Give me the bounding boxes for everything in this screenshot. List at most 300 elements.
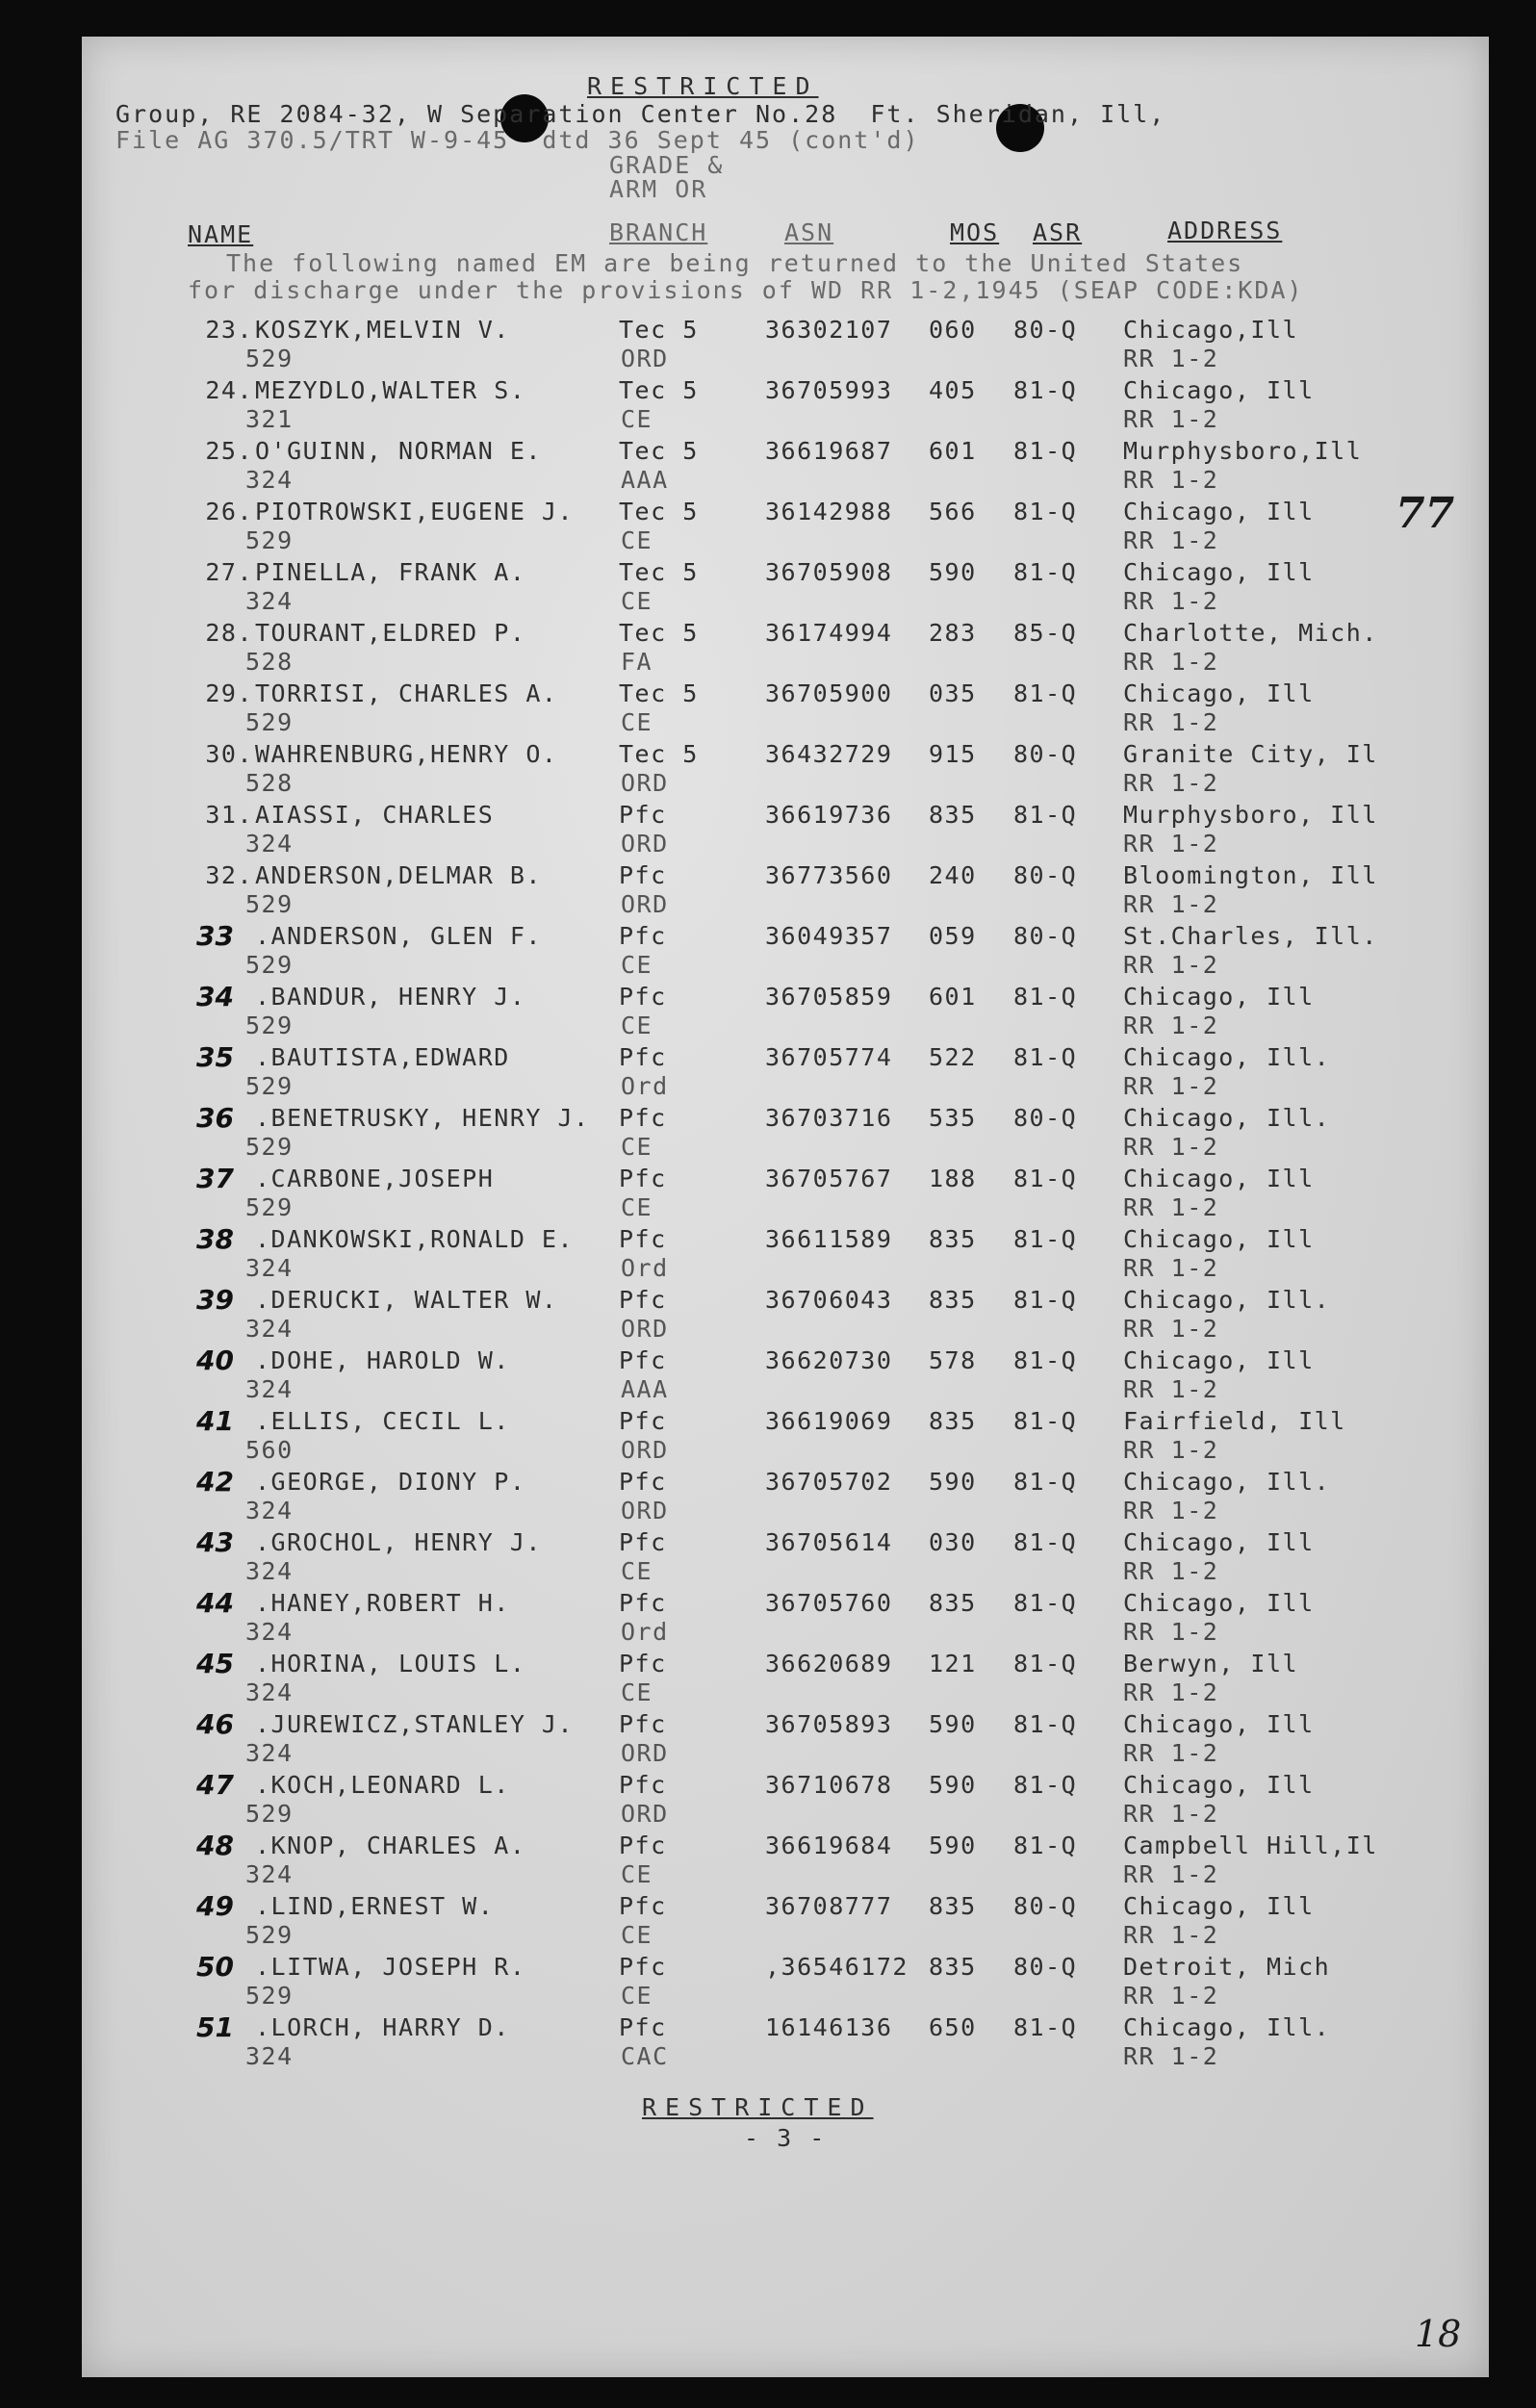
serial-number: 36620730: [765, 1346, 893, 1374]
asr-code: 81-Q: [1013, 1832, 1078, 1859]
grade: Pfc: [619, 1710, 667, 1738]
serial-number: 36049357: [765, 922, 893, 950]
address: Chicago, Ill: [1123, 679, 1315, 707]
mos-code: 835: [929, 801, 977, 829]
serial-number: 36710678: [765, 1771, 893, 1799]
code-number: 324: [245, 1739, 294, 1767]
handwritten-row-number: 37: [196, 1163, 234, 1194]
grade: Pfc: [619, 1043, 667, 1071]
address: Chicago, Ill: [1123, 558, 1315, 586]
mos-code: 835: [929, 1953, 977, 1981]
address: Chicago, Ill: [1123, 1710, 1315, 1738]
grade: Pfc: [619, 801, 667, 829]
roster-row: [82, 740, 1489, 801]
serial-number: 36705893: [765, 1710, 893, 1738]
mos-code: 835: [929, 1892, 977, 1920]
address: Detroit, Mich: [1123, 1953, 1331, 1981]
address: Murphysboro, Ill: [1123, 801, 1378, 829]
asr-code: 81-Q: [1013, 498, 1078, 525]
code-number: 529: [245, 345, 294, 372]
address: Charlotte, Mich.: [1123, 619, 1378, 647]
row-number: 32.: [205, 861, 253, 889]
roster-row: [82, 1346, 1489, 1407]
asr-code: 81-Q: [1013, 2013, 1078, 2041]
document-page: [82, 37, 1489, 2377]
serial-number: 36619069: [765, 1407, 893, 1435]
address: Granite City, Il: [1123, 740, 1378, 768]
regulation-reference: RR 1-2: [1123, 769, 1219, 797]
regulation-reference: RR 1-2: [1123, 1982, 1219, 2010]
grade: Pfc: [619, 1468, 667, 1496]
asr-code: 81-Q: [1013, 1346, 1078, 1374]
address: St.Charles, Ill.: [1123, 922, 1378, 950]
asr-code: 81-Q: [1013, 437, 1078, 465]
page-number: - 3 -: [744, 2124, 827, 2152]
serial-number: 36705908: [765, 558, 893, 586]
handwritten-row-number: 45: [196, 1648, 234, 1679]
mos-code: 835: [929, 1225, 977, 1253]
regulation-reference: RR 1-2: [1123, 1012, 1219, 1039]
soldier-name: PINELLA, FRANK A.: [255, 558, 526, 586]
roster-row: [82, 861, 1489, 922]
address: Chicago, Ill: [1123, 1589, 1315, 1617]
grade: Pfc: [619, 1650, 667, 1678]
grade: Pfc: [619, 1528, 667, 1556]
grade: Pfc: [619, 2013, 667, 2041]
classification-bottom: RESTRICTED: [642, 2093, 874, 2121]
asr-code: 81-Q: [1013, 558, 1078, 586]
branch: CE: [621, 1193, 653, 1221]
handwritten-row-number: 47: [196, 1769, 234, 1801]
asr-code: 80-Q: [1013, 740, 1078, 768]
address: Fairfield, Ill: [1123, 1407, 1346, 1435]
grade: Tec 5: [619, 316, 699, 344]
soldier-name: AIASSI, CHARLES: [255, 801, 495, 829]
handwritten-row-number: 40: [196, 1345, 234, 1376]
handwritten-row-number: 36: [196, 1102, 234, 1134]
regulation-reference: RR 1-2: [1123, 526, 1219, 554]
mos-code: 035: [929, 679, 977, 707]
handwritten-row-number: 49: [196, 1890, 234, 1922]
code-number: 324: [245, 1618, 294, 1646]
soldier-name: .KNOP, CHARLES A.: [255, 1832, 526, 1859]
soldier-name: .JUREWICZ,STANLEY J.: [255, 1710, 575, 1738]
serial-number: 36705767: [765, 1165, 893, 1192]
roster-row: [82, 1771, 1489, 1832]
roster-row: [82, 376, 1489, 437]
serial-number: ,36546172: [765, 1953, 909, 1981]
roster-row: [82, 2013, 1489, 2074]
branch: CE: [621, 1982, 653, 2010]
grade: Pfc: [619, 1589, 667, 1617]
address: Chicago, Ill.: [1123, 1104, 1331, 1132]
branch: ORD: [621, 1800, 669, 1828]
mos-code: 601: [929, 437, 977, 465]
branch: CE: [621, 405, 653, 433]
regulation-reference: RR 1-2: [1123, 2042, 1219, 2070]
address: Chicago, Ill: [1123, 1346, 1315, 1374]
mos-code: 535: [929, 1104, 977, 1132]
mos-code: 283: [929, 619, 977, 647]
address: Chicago, Ill: [1123, 1528, 1315, 1556]
col-heading-name: NAME: [188, 220, 254, 248]
col-heading-arm: ARM OR: [609, 175, 708, 203]
asr-code: 80-Q: [1013, 1892, 1078, 1920]
soldier-name: .ELLIS, CECIL L.: [255, 1407, 510, 1435]
soldier-name: MEZYDLO,WALTER S.: [255, 376, 526, 404]
asr-code: 81-Q: [1013, 1528, 1078, 1556]
col-heading-mos: MOS: [950, 218, 1000, 246]
serial-number: 36705900: [765, 679, 893, 707]
branch: CE: [621, 1557, 653, 1585]
mos-code: 650: [929, 2013, 977, 2041]
grade: Tec 5: [619, 679, 699, 707]
soldier-name: TORRISI, CHARLES A.: [255, 679, 558, 707]
grade: Pfc: [619, 1165, 667, 1192]
grade: Pfc: [619, 1892, 667, 1920]
mos-code: 030: [929, 1528, 977, 1556]
address: Chicago, Ill: [1123, 1165, 1315, 1192]
code-number: 529: [245, 526, 294, 554]
grade: Pfc: [619, 1225, 667, 1253]
serial-number: 36142988: [765, 498, 893, 525]
code-number: 528: [245, 769, 294, 797]
mos-code: 590: [929, 1468, 977, 1496]
branch: AAA: [621, 466, 669, 494]
code-number: 324: [245, 1375, 294, 1403]
code-number: 529: [245, 1072, 294, 1100]
roster-row: [82, 1104, 1489, 1165]
mos-code: 522: [929, 1043, 977, 1071]
branch: Ord: [621, 1072, 669, 1100]
soldier-name: .HORINA, LOUIS L.: [255, 1650, 526, 1678]
grade: Tec 5: [619, 558, 699, 586]
soldier-name: .KOCH,LEONARD L.: [255, 1771, 510, 1799]
roster-row: [82, 679, 1489, 740]
code-number: 529: [245, 1193, 294, 1221]
serial-number: 36703716: [765, 1104, 893, 1132]
row-number: 31.: [205, 801, 253, 829]
soldier-name: .BANDUR, HENRY J.: [255, 983, 526, 1011]
soldier-name: PIOTROWSKI,EUGENE J.: [255, 498, 575, 525]
grade: Pfc: [619, 1346, 667, 1374]
code-number: 324: [245, 1315, 294, 1343]
handwritten-row-number: 38: [196, 1223, 234, 1255]
code-number: 324: [245, 1678, 294, 1706]
regulation-reference: RR 1-2: [1123, 1860, 1219, 1888]
row-number: 23.: [205, 316, 253, 344]
address: Bloomington, Ill: [1123, 861, 1378, 889]
branch: AAA: [621, 1375, 669, 1403]
handwritten-row-number: 44: [196, 1587, 234, 1619]
soldier-name: ANDERSON,DELMAR B.: [255, 861, 542, 889]
regulation-reference: RR 1-2: [1123, 1618, 1219, 1646]
asr-code: 81-Q: [1013, 1710, 1078, 1738]
row-number: 24.: [205, 376, 253, 404]
address: Chicago,Ill: [1123, 316, 1299, 344]
roster-row: [82, 1165, 1489, 1225]
asr-code: 81-Q: [1013, 1650, 1078, 1678]
asr-code: 80-Q: [1013, 922, 1078, 950]
branch: FA: [621, 648, 653, 676]
row-number: 29.: [205, 679, 253, 707]
handwritten-row-number: 39: [196, 1284, 234, 1316]
handwritten-row-number: 43: [196, 1526, 234, 1558]
branch: Ord: [621, 1618, 669, 1646]
serial-number: 36705760: [765, 1589, 893, 1617]
grade: Pfc: [619, 1104, 667, 1132]
serial-number: 36432729: [765, 740, 893, 768]
soldier-name: .DANKOWSKI,RONALD E.: [255, 1225, 575, 1253]
regulation-reference: RR 1-2: [1123, 1800, 1219, 1828]
regulation-reference: RR 1-2: [1123, 708, 1219, 736]
handwritten-row-number: 48: [196, 1830, 234, 1861]
grade: Pfc: [619, 1407, 667, 1435]
soldier-name: .LIND,ERNEST W.: [255, 1892, 495, 1920]
branch: CE: [621, 1133, 653, 1161]
mos-code: 601: [929, 983, 977, 1011]
handwritten-row-number: 51: [196, 2011, 234, 2043]
serial-number: 36705702: [765, 1468, 893, 1496]
asr-code: 81-Q: [1013, 1165, 1078, 1192]
row-number: 27.: [205, 558, 253, 586]
soldier-name: .GEORGE, DIONY P.: [255, 1468, 526, 1496]
grade: Pfc: [619, 1953, 667, 1981]
soldier-name: .BENETRUSKY, HENRY J.: [255, 1104, 590, 1132]
code-number: 324: [245, 830, 294, 858]
mos-code: 059: [929, 922, 977, 950]
branch: ORD: [621, 1315, 669, 1343]
mos-code: 188: [929, 1165, 977, 1192]
regulation-reference: RR 1-2: [1123, 466, 1219, 494]
asr-code: 81-Q: [1013, 679, 1078, 707]
row-number: 25.: [205, 437, 253, 465]
branch: ORD: [621, 890, 669, 918]
code-number: 529: [245, 1012, 294, 1039]
regulation-reference: RR 1-2: [1123, 648, 1219, 676]
code-number: 529: [245, 890, 294, 918]
roster-row: [82, 1953, 1489, 2013]
serial-number: 36773560: [765, 861, 893, 889]
roster-row: [82, 1407, 1489, 1468]
regulation-reference: RR 1-2: [1123, 1375, 1219, 1403]
branch: ORD: [621, 1739, 669, 1767]
address: Chicago, Ill: [1123, 498, 1315, 525]
regulation-reference: RR 1-2: [1123, 405, 1219, 433]
soldier-name: O'GUINN, NORMAN E.: [255, 437, 542, 465]
asr-code: 81-Q: [1013, 1771, 1078, 1799]
roster-row: [82, 801, 1489, 861]
roster-row: [82, 1589, 1489, 1650]
code-number: 529: [245, 1133, 294, 1161]
code-number: 324: [245, 1497, 294, 1524]
asr-code: 81-Q: [1013, 1225, 1078, 1253]
roster-row: [82, 619, 1489, 679]
mos-code: 590: [929, 1710, 977, 1738]
soldier-name: .LITWA, JOSEPH R.: [255, 1953, 526, 1981]
asr-code: 81-Q: [1013, 1286, 1078, 1314]
header-line-2: File AG 370.5/TRT W-9-45 dtd 36 Sept 45 (cont'd): [115, 126, 920, 154]
mos-code: 566: [929, 498, 977, 525]
branch: ORD: [621, 1436, 669, 1464]
grade: Pfc: [619, 983, 667, 1011]
mos-code: 835: [929, 1589, 977, 1617]
roster-row: [82, 1225, 1489, 1286]
branch: CE: [621, 951, 653, 979]
grade: Pfc: [619, 922, 667, 950]
roster-row: [82, 1286, 1489, 1346]
code-number: 560: [245, 1436, 294, 1464]
intro-line-1: The following named EM are being returned to the United States: [226, 249, 1244, 277]
margin-note-handwritten: 77: [1395, 489, 1455, 538]
regulation-reference: RR 1-2: [1123, 830, 1219, 858]
regulation-reference: RR 1-2: [1123, 1497, 1219, 1524]
roster-row: [82, 316, 1489, 376]
regulation-reference: RR 1-2: [1123, 890, 1219, 918]
code-number: 529: [245, 708, 294, 736]
regulation-reference: RR 1-2: [1123, 587, 1219, 615]
asr-code: 81-Q: [1013, 1468, 1078, 1496]
mos-code: 405: [929, 376, 977, 404]
code-number: 529: [245, 951, 294, 979]
mos-code: 835: [929, 1286, 977, 1314]
row-number: 26.: [205, 498, 253, 525]
col-heading-address: ADDRESS: [1167, 217, 1283, 244]
handwritten-row-number: 33: [196, 920, 234, 952]
regulation-reference: RR 1-2: [1123, 1921, 1219, 1949]
address: Chicago, Ill.: [1123, 1468, 1331, 1496]
roster-row: [82, 1892, 1489, 1953]
serial-number: 36611589: [765, 1225, 893, 1253]
serial-number: 36174994: [765, 619, 893, 647]
address: Chicago, Ill: [1123, 983, 1315, 1011]
asr-code: 81-Q: [1013, 801, 1078, 829]
handwritten-row-number: 34: [196, 981, 234, 1012]
grade: Pfc: [619, 1771, 667, 1799]
grade: Tec 5: [619, 740, 699, 768]
serial-number: 16146136: [765, 2013, 893, 2041]
soldier-name: .DOHE, HAROLD W.: [255, 1346, 510, 1374]
code-number: 324: [245, 1860, 294, 1888]
code-number: 528: [245, 648, 294, 676]
asr-code: 81-Q: [1013, 1043, 1078, 1071]
code-number: 529: [245, 1800, 294, 1828]
corner-handwritten-number: 18: [1415, 2313, 1462, 2355]
address: Chicago, Ill: [1123, 1771, 1315, 1799]
mos-code: 590: [929, 1771, 977, 1799]
regulation-reference: RR 1-2: [1123, 1072, 1219, 1100]
handwritten-row-number: 46: [196, 1708, 234, 1740]
code-number: 324: [245, 587, 294, 615]
regulation-reference: RR 1-2: [1123, 345, 1219, 372]
serial-number: 36619687: [765, 437, 893, 465]
code-number: 529: [245, 1921, 294, 1949]
regulation-reference: RR 1-2: [1123, 1193, 1219, 1221]
col-heading-branch: BRANCH: [609, 218, 708, 246]
branch: CE: [621, 1921, 653, 1949]
grade: Tec 5: [619, 437, 699, 465]
soldier-name: WAHRENBURG,HENRY O.: [255, 740, 558, 768]
col-heading-asr: ASR: [1033, 218, 1083, 246]
serial-number: 36705859: [765, 983, 893, 1011]
code-number: 324: [245, 2042, 294, 2070]
roster-row: [82, 558, 1489, 619]
serial-number: 36705993: [765, 376, 893, 404]
mos-code: 590: [929, 1832, 977, 1859]
soldier-name: .HANEY,ROBERT H.: [255, 1589, 510, 1617]
branch: CE: [621, 526, 653, 554]
branch: ORD: [621, 345, 669, 372]
regulation-reference: RR 1-2: [1123, 1254, 1219, 1282]
grade: Tec 5: [619, 498, 699, 525]
serial-number: 36705614: [765, 1528, 893, 1556]
soldier-name: KOSZYK,MELVIN V.: [255, 316, 510, 344]
handwritten-row-number: 42: [196, 1466, 234, 1498]
serial-number: 36706043: [765, 1286, 893, 1314]
soldier-name: .CARBONE,JOSEPH: [255, 1165, 495, 1192]
handwritten-row-number: 50: [196, 1951, 234, 1983]
branch: ORD: [621, 769, 669, 797]
asr-code: 81-Q: [1013, 376, 1078, 404]
regulation-reference: RR 1-2: [1123, 1739, 1219, 1767]
regulation-reference: RR 1-2: [1123, 1133, 1219, 1161]
soldier-name: .LORCH, HARRY D.: [255, 2013, 510, 2041]
serial-number: 36619684: [765, 1832, 893, 1859]
address: Berwyn, Ill: [1123, 1650, 1299, 1678]
branch: CE: [621, 1678, 653, 1706]
asr-code: 81-Q: [1013, 1589, 1078, 1617]
branch: ORD: [621, 830, 669, 858]
soldier-name: .ANDERSON, GLEN F.: [255, 922, 542, 950]
header-line-1: Group, RE 2084-32, W Separation Center No.28 Ft. Sheridan, Ill,: [115, 100, 1166, 128]
mos-code: 835: [929, 1407, 977, 1435]
mos-code: 915: [929, 740, 977, 768]
roster-row: [82, 983, 1489, 1043]
asr-code: 80-Q: [1013, 1953, 1078, 1981]
intro-line-2: for discharge under the provisions of WD RR 1-2,1945 (SEAP CODE:KDA): [188, 276, 1304, 304]
code-number: 529: [245, 1982, 294, 2010]
code-number: 321: [245, 405, 294, 433]
address: Chicago, Ill.: [1123, 1043, 1331, 1071]
serial-number: 36302107: [765, 316, 893, 344]
address: Chicago, Ill: [1123, 1892, 1315, 1920]
grade: Tec 5: [619, 376, 699, 404]
soldier-name: .BAUTISTA,EDWARD: [255, 1043, 510, 1071]
address: Chicago, Ill: [1123, 1225, 1315, 1253]
roster-row: [82, 437, 1489, 498]
mos-code: 590: [929, 558, 977, 586]
mos-code: 121: [929, 1650, 977, 1678]
grade: Pfc: [619, 1286, 667, 1314]
col-heading-grade: GRADE &: [609, 151, 725, 179]
mos-code: 060: [929, 316, 977, 344]
asr-code: 80-Q: [1013, 1104, 1078, 1132]
handwritten-row-number: 41: [196, 1405, 234, 1437]
row-number: 28.: [205, 619, 253, 647]
address: Campbell Hill,Il: [1123, 1832, 1378, 1859]
grade: Pfc: [619, 1832, 667, 1859]
roster-row: [82, 1710, 1489, 1771]
col-heading-asn: ASN: [784, 218, 834, 246]
regulation-reference: RR 1-2: [1123, 1557, 1219, 1585]
soldier-name: TOURANT,ELDRED P.: [255, 619, 526, 647]
serial-number: 36619736: [765, 801, 893, 829]
grade: Pfc: [619, 861, 667, 889]
code-number: 324: [245, 1557, 294, 1585]
roster-row: [82, 1650, 1489, 1710]
code-number: 324: [245, 466, 294, 494]
regulation-reference: RR 1-2: [1123, 951, 1219, 979]
